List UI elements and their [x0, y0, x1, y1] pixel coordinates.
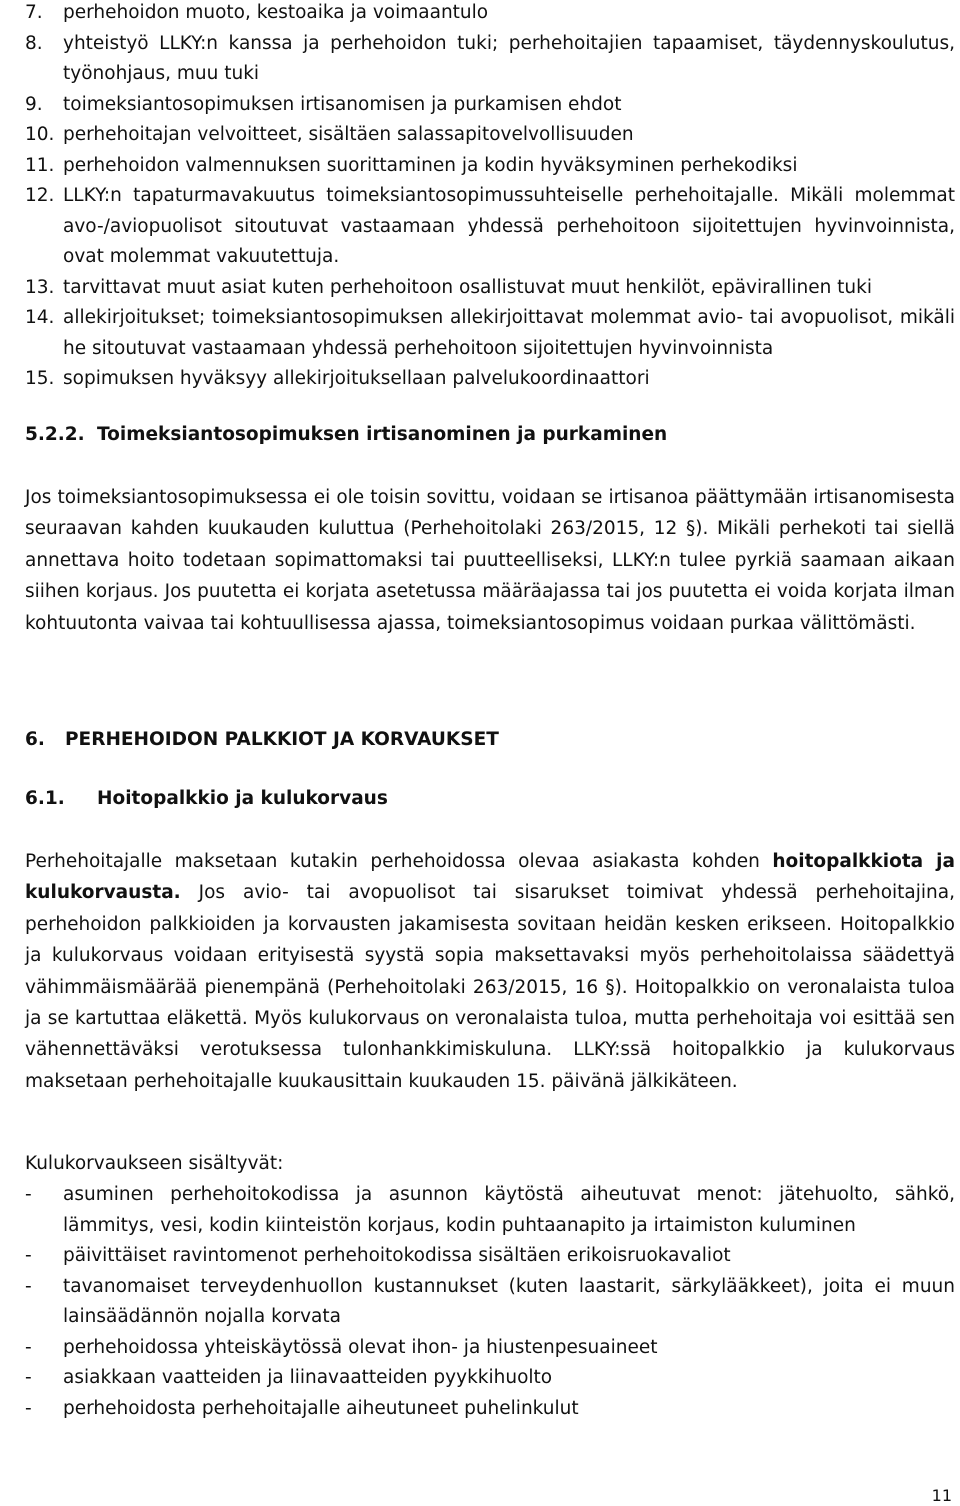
numbered-list — [25, 0, 955, 395]
expenses-label: Kulukorvaukseen sisältyvät: — [25, 1153, 284, 1174]
numbered-list-block — [25, 0, 955, 395]
list-item: - perhehoidosta perhehoitajalle aiheutuneet puhelinkulut — [25, 1397, 579, 1419]
list-item: 11. perhehoidon valmennuksen suorittaminen ja kodin hyväksyminen perhekodiksi — [25, 154, 798, 176]
list-item: 12. LLKY:n tapaturmavakuutus toimeksiantosopimussuhteiselle perhehoitajalle. Mikäli molemmat avo-/aviopuolisot sitoutuvat vastaamaan yhdessä perhehoitoon sijoitettujen hyvinvoinnista, ovat molemmat vakuutettuja. — [25, 185, 955, 267]
list-item: 8. yhteistyö LLKY:n kanssa ja perhehoidon tuki; perhehoitajien tapaamiset, täydennyskoulutus, työnohjaus, muu tuki — [25, 32, 955, 84]
list-item: 10. perhehoitajan velvoitteet, sisältäen salassapitovelvollisuuden — [25, 124, 634, 145]
list-item: - tavanomaiset terveydenhuollon kustannukset (kuten laastarit, särkylääkkeet), joita ei muun lainsäädännön nojalla korvata — [25, 1275, 955, 1327]
list-item: 9. toimeksiantosopimuksen irtisanomisen ja purkamisen ehdot — [25, 93, 622, 115]
page-number: 11 — [931, 1486, 952, 1505]
heading-5-2-2: 5.2.2. Toimeksiantosopimuksen irtisanominen ja purkaminen — [25, 424, 668, 445]
paragraph-fees: Perhehoitajalle maksetaan kutakin perhehoidossa olevaa asiakasta kohden hoitopalkkiota ja kulukorvausta. Jos avio- tai avopuolisot tai sisarukset toimivat yhdessä perhehoitajina, perhehoidon palkkioiden ja korvausten jakamisesta sovitaan heidän kesken erikseen. Hoitopalkkio ja kulukorvaus voidaan erityisestä syystä sopia maksettavaksi myös perhehoitolaissa säädettyä vähimmäismäärää pienempänä (Perhehoitolaki 263/2015, 16 §). Hoitopalkkio on veronalaista tuloa ja se kartuttaa eläkettä. Myös kulukorvaus on veronalaista tuloa, mutta perhehoitaja voi esittää sen vähennettäväksi verotuksessa tulonhankkimiskuluna. LLKY:ssä hoitopalkkio ja kulukorvaus maksetaan perhehoitajalle kuukausittain kuukauden 15. päivänä jälkikäteen. — [25, 851, 956, 1092]
list-item: 14. allekirjoitukset; toimeksiantosopimuksen allekirjoittavat molemmat avio- tai avopuolisot, mikäli he sitoutuvat vastaamaan yhdessä perhehoitoon sijoitettujen hyvinvoinnista — [25, 307, 955, 359]
paragraph-termination: Jos toimeksiantosopimuksessa ei ole toisin sovittu, voidaan se irtisanoa päättymään irtisanomisesta seuraavan kahden kuukauden kuluttua (Perhehoitolaki 263/2015, 12 §). Mikäli perhekoti tai siellä annettava hoito todetaan sopimattomaksi tai puutteelliseksi, LLKY:n tulee pyrkiä saamaan aikaan siihen korjaus. Jos puutetta ei korjata asetetussa määräajassa tai jos puutetta ei voida korjata ilman kohtuutonta vaivaa tai kohtuullisessa ajassa, toimeksiantosopimus voidaan purkaa välittömästi. — [25, 487, 955, 634]
heading-6: 6. PERHEHOIDON PALKKIOT JA KORVAUKSET — [25, 729, 499, 750]
list-item: 7. perhehoidon muoto, kestoaika ja voimaantulo — [25, 2, 489, 23]
list-item: - perhehoidossa yhteiskäytössä olevat ihon- ja hiustenpesuaineet — [25, 1336, 658, 1358]
list-item: 13. tarvittavat muut asiat kuten perhehoitoon osallistuvat muut henkilöt, epävirallinen tuki — [25, 276, 873, 298]
list-item: - päivittäiset ravintomenot perhehoitokodissa sisältäen erikoisruokavaliot — [25, 1245, 731, 1266]
list-item: - asuminen perhehoitokodissa ja asunnon käytöstä aiheutuvat menot: jätehuolto, sähkö, lämmitys, vesi, kodin kiinteistön korjaus, kodin puhtaanapito ja irtaimiston kuluminen — [25, 1184, 955, 1236]
list-item: 15. sopimuksen hyväksyy allekirjoituksellaan palvelukoordinaattori — [25, 368, 650, 389]
expenses-list — [25, 1180, 955, 1424]
list-item: - asiakkaan vaatteiden ja liinavaatteiden pyykkihuolto — [25, 1367, 553, 1388]
heading-6-1: 6.1. Hoitopalkkio ja kulukorvaus — [25, 788, 388, 809]
